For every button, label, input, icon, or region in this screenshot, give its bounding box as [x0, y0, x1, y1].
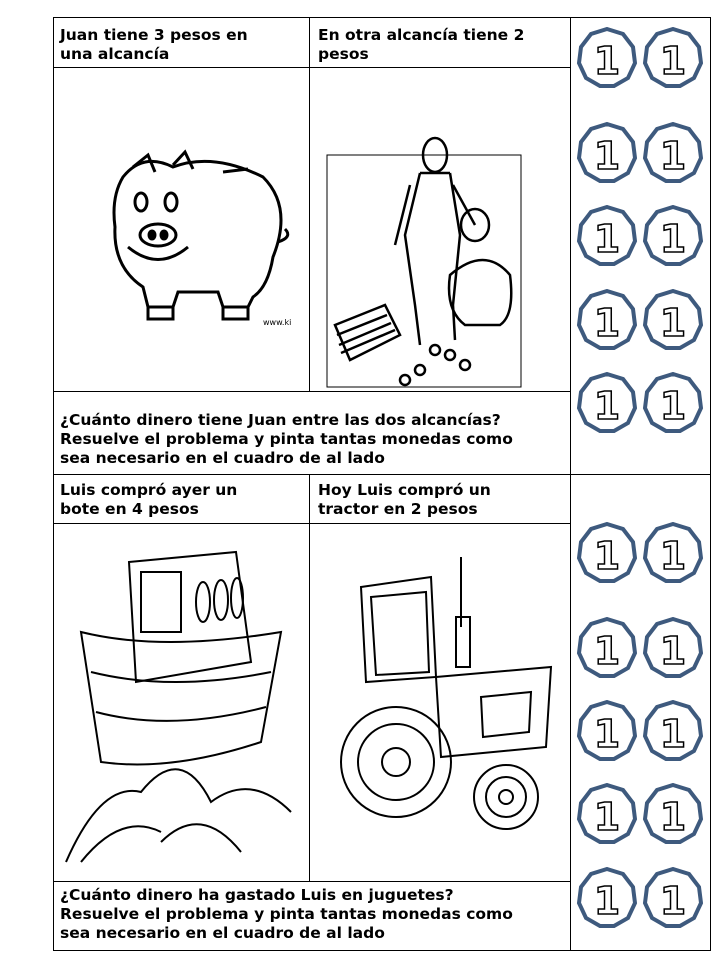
- s2-image-bottom: [53, 881, 570, 882]
- svg-text:1: 1: [659, 795, 687, 839]
- svg-text:1: 1: [659, 534, 687, 578]
- s1-juan-text: Juan tiene 3 pesos en una alcancía: [60, 26, 248, 63]
- coin-icon[interactable]: [642, 783, 704, 845]
- svg-text:1: 1: [593, 879, 621, 923]
- coin-icon[interactable]: [576, 783, 638, 845]
- coin-icon[interactable]: [576, 700, 638, 762]
- coin-icon[interactable]: [576, 617, 638, 679]
- frame-right: [710, 17, 711, 951]
- svg-text:1: 1: [593, 39, 621, 83]
- section-divider: [53, 474, 711, 475]
- s1-header-divider: [53, 67, 570, 68]
- tractor-icon: [321, 547, 561, 867]
- coin-icon[interactable]: [642, 122, 704, 184]
- coin-icon[interactable]: [576, 522, 638, 584]
- coin-column-divider: [570, 17, 571, 951]
- coin-icon[interactable]: [642, 27, 704, 89]
- coin-icon[interactable]: [576, 122, 638, 184]
- svg-text:1: 1: [593, 134, 621, 178]
- frame-left: [53, 17, 54, 951]
- coin-icon[interactable]: [642, 289, 704, 351]
- s1-image-bottom: [53, 391, 570, 392]
- coin-icon[interactable]: [642, 867, 704, 929]
- svg-text:1: 1: [593, 217, 621, 261]
- coin-icon[interactable]: [576, 867, 638, 929]
- svg-text:1: 1: [593, 384, 621, 428]
- s1-middle-divider: [309, 17, 310, 391]
- coin-icon[interactable]: [642, 522, 704, 584]
- svg-text:1: 1: [659, 134, 687, 178]
- coin-icon[interactable]: [642, 617, 704, 679]
- coin-icon[interactable]: [576, 205, 638, 267]
- worksheet: [53, 17, 711, 951]
- s2-header-divider: [53, 523, 570, 524]
- frame-top: [53, 17, 711, 18]
- man-with-piggy-bank-icon: [325, 125, 525, 390]
- svg-text:1: 1: [659, 39, 687, 83]
- s2-tractor-text: Hoy Luis compró un tractor en 2 pesos: [318, 481, 491, 518]
- s1-alcancia-text: En otra alcancía tiene 2 pesos: [318, 26, 525, 63]
- frame-bottom: [53, 950, 711, 951]
- coin-icon[interactable]: [642, 372, 704, 434]
- svg-text:1: 1: [659, 384, 687, 428]
- boat-icon: [61, 542, 301, 872]
- svg-text:1: 1: [659, 712, 687, 756]
- s2-luis-text: Luis compró ayer un bote en 4 pesos: [60, 481, 238, 518]
- svg-text:1: 1: [593, 301, 621, 345]
- coin-icon[interactable]: [576, 289, 638, 351]
- coin-icon[interactable]: [576, 27, 638, 89]
- piggy-bank-icon: [103, 147, 293, 327]
- svg-text:1: 1: [593, 629, 621, 673]
- s2-question: ¿Cuánto dinero ha gastado Luis en juguetes? Resuelve el problema y pinta tantas monedas como sea necesario en el cuadro de al lado: [60, 886, 513, 942]
- s1-question: ¿Cuánto dinero tiene Juan entre las dos alcancías? Resuelve el problema y pinta tantas monedas como sea necesario en el cuadro de al lado: [60, 411, 513, 467]
- s2-middle-divider: [309, 474, 310, 882]
- svg-text:1: 1: [593, 795, 621, 839]
- svg-text:1: 1: [659, 629, 687, 673]
- svg-text:1: 1: [659, 217, 687, 261]
- coin-icon[interactable]: [642, 205, 704, 267]
- svg-text:1: 1: [659, 301, 687, 345]
- svg-text:1: 1: [659, 879, 687, 923]
- svg-text:1: 1: [593, 712, 621, 756]
- coin-icon[interactable]: [576, 372, 638, 434]
- coin-icon[interactable]: [642, 700, 704, 762]
- piggy-watermark: www.ki: [263, 318, 292, 327]
- svg-text:1: 1: [593, 534, 621, 578]
